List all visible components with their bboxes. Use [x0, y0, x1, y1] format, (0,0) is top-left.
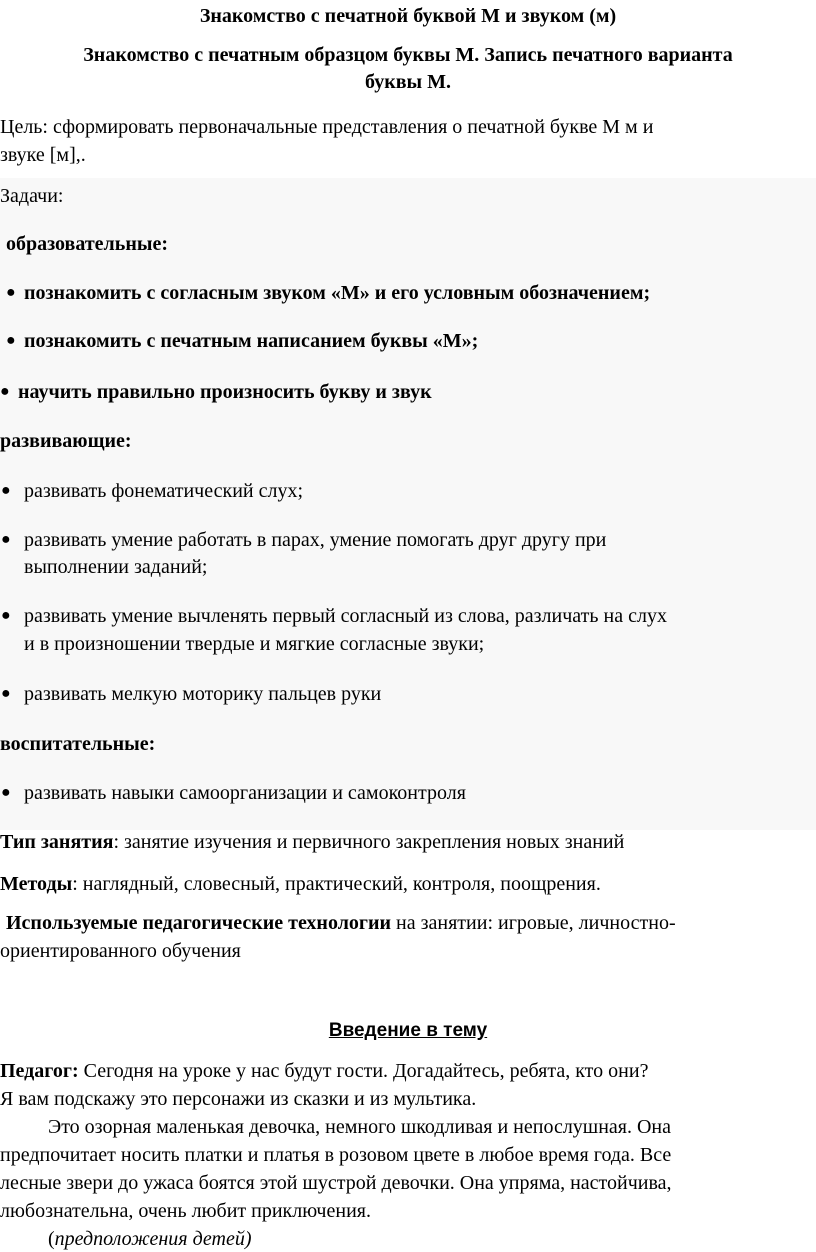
technologies-line-1	[6, 910, 676, 936]
bullet-icon: ●	[1, 784, 11, 801]
upbringing-item-1: развивать навыки самоорганизации и самоконтроля	[24, 782, 466, 804]
developmental-item-4: развивать мелкую моторику пальцев руки	[24, 683, 382, 705]
subtitle-line-1: Знакомство с печатным образцом буквы М. Запись печатного варианта	[83, 44, 733, 66]
methods-label: Методы	[0, 873, 73, 895]
tasks-label: Задачи:	[0, 185, 64, 207]
children-guess-text: предположения детей)	[54, 1228, 252, 1250]
lesson-type-text: : занятие изучения и первичного закрепления новых знаний	[113, 831, 625, 853]
technologies-line-2: ориентированного обучения	[0, 940, 241, 962]
intro-heading: Введение в тему	[328, 1020, 488, 1041]
intro-paragraph-line-4: любознательна, очень любит приключения.	[0, 1200, 371, 1222]
teacher-label: Педагог:	[0, 1060, 79, 1082]
bullet-icon: ●	[1, 531, 11, 548]
educational-item-2: познакомить с печатным написанием буквы «М»;	[24, 330, 479, 352]
children-guess-open: (	[48, 1228, 55, 1250]
methods	[0, 871, 601, 897]
developmental-item-2-line-1: развивать умение работать в парах, умение помогать друг другу при	[24, 529, 607, 551]
goal-line-1: Цель: сформировать первоначальные представления о печатной букве М м и	[0, 116, 654, 138]
intro-line-1-text: Сегодня на уроке у нас будут гости. Догадайтесь, ребята, кто они?	[78, 1060, 649, 1082]
bullet-icon: ●	[6, 332, 16, 349]
developmental-item-1: развивать фонематический слух;	[24, 480, 304, 502]
bullet-icon: ●	[0, 383, 10, 400]
goal-line-2: звуке [м],.	[0, 144, 86, 166]
upbringing-heading: воспитательные:	[0, 733, 156, 755]
lesson-type-label: Тип занятия	[0, 831, 114, 853]
bullet-icon: ●	[6, 284, 16, 301]
intro-paragraph-line-2: предпочитает носить платки и платья в розовом цвете в любое время года. Все	[0, 1144, 672, 1166]
developmental-item-3-line-2: и в произношении твердые и мягкие согласные звуки;	[24, 633, 485, 655]
intro-paragraph-line-3: лесные звери до ужаса боятся этой шустрой девочки. Она упряма, настойчива,	[0, 1172, 672, 1194]
educational-heading: образовательные:	[6, 233, 169, 255]
technologies-label: Используемые педагогические технологии	[6, 912, 392, 934]
bullet-icon: ●	[1, 685, 11, 702]
bullet-icon: ●	[1, 482, 11, 499]
technologies-text: на занятии: игровые, личностно-	[391, 912, 676, 934]
intro-line-1	[0, 1058, 648, 1084]
developmental-item-3-line-1: развивать умение вычленять первый согласный из слова, различать на слух	[24, 605, 667, 627]
children-guess	[48, 1226, 252, 1252]
educational-item-3: научить правильно произносить букву и звук	[18, 381, 432, 403]
methods-text: : наглядный, словесный, практический, контроля, поощрения.	[72, 873, 601, 895]
lesson-type	[0, 829, 624, 855]
developmental-heading: развивающие:	[0, 430, 132, 452]
educational-item-1: познакомить с согласным звуком «М» и его условным обозначением;	[24, 282, 651, 304]
intro-line-2: Я вам подскажу это персонажи из сказки и из мультика.	[0, 1088, 477, 1110]
developmental-item-2-line-2: выполнении заданий;	[24, 556, 208, 578]
bullet-icon: ●	[1, 607, 11, 624]
subtitle-line-2: буквы М.	[364, 71, 452, 93]
intro-paragraph-line-1: Это озорная маленькая девочка, немного шкодливая и непослушная. Она	[48, 1116, 672, 1138]
page-title: Знакомство с печатной буквой М и звуком (м)	[199, 5, 617, 27]
